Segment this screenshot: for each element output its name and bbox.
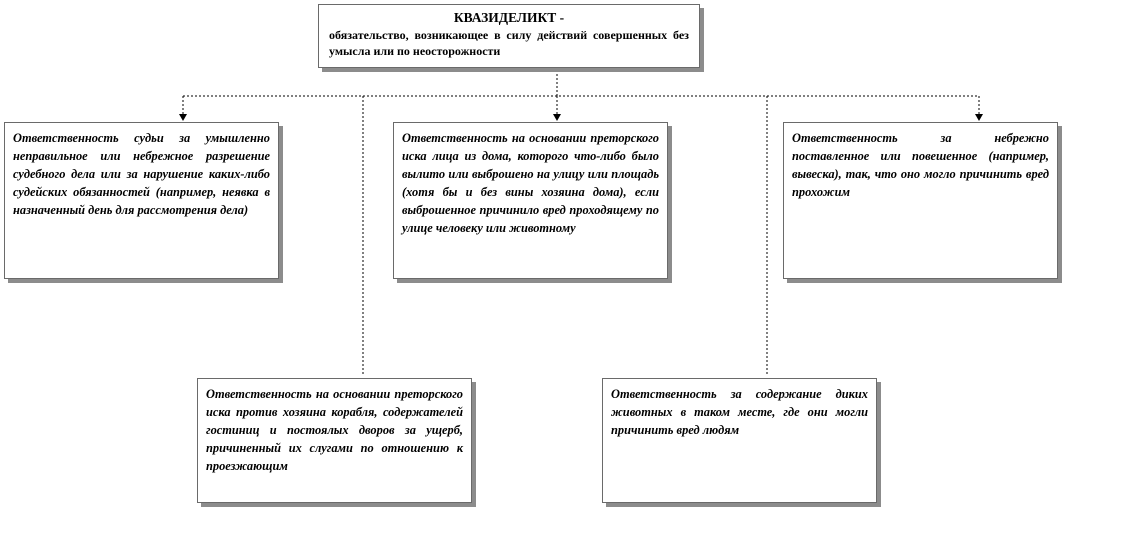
ship-innkeeper-liability-text: Ответственность на основании преторского иска против хозяина корабля, содержателей гостиниц и постоялых дворов за ущерб, причиненный их слугами по отношению к проезжающим — [206, 387, 463, 473]
house-thrown-liability-box — [393, 122, 668, 279]
quasi-delict-definition-box — [318, 4, 700, 68]
arrowhead-judge — [179, 114, 187, 121]
sign-liability-text: Ответственность за небрежно поставленное или повешенное (например, вывеска), так, что оно могло причинить вред прохожим — [792, 131, 1049, 199]
judge-liability-box — [4, 122, 279, 279]
arrowhead-sign — [975, 114, 983, 121]
wild-animals-liability-box — [602, 378, 877, 503]
sign-liability-box — [783, 122, 1058, 279]
house-thrown-liability-text: Ответственность на основании преторского иска лица из дома, которого что-либо было вылито или выброшено на улицу или площадь (хотя бы и без вины хозяина дома), если выброшенное причинило вред проходящему по улице человеку или животному — [402, 131, 659, 235]
ship-innkeeper-liability-box — [197, 378, 472, 503]
arrowhead-house — [553, 114, 561, 121]
judge-liability-text: Ответственность судьи за умышленно неправильное или небрежное разрешение судебного дела или за нарушение каких-либо судейских обязанностей (например, неявка в назначенный день для рассмотрения дела) — [13, 131, 270, 217]
wild-animals-liability-text: Ответственность за содержание диких животных в таком месте, где они могли причинить вред людям — [611, 387, 868, 437]
quasi-delict-title: КВАЗИДЕЛИКТ - — [453, 10, 565, 25]
quasi-delict-definition: обязательство, возникающее в силу действий совершенных без умысла или по неосторожности — [329, 28, 689, 58]
